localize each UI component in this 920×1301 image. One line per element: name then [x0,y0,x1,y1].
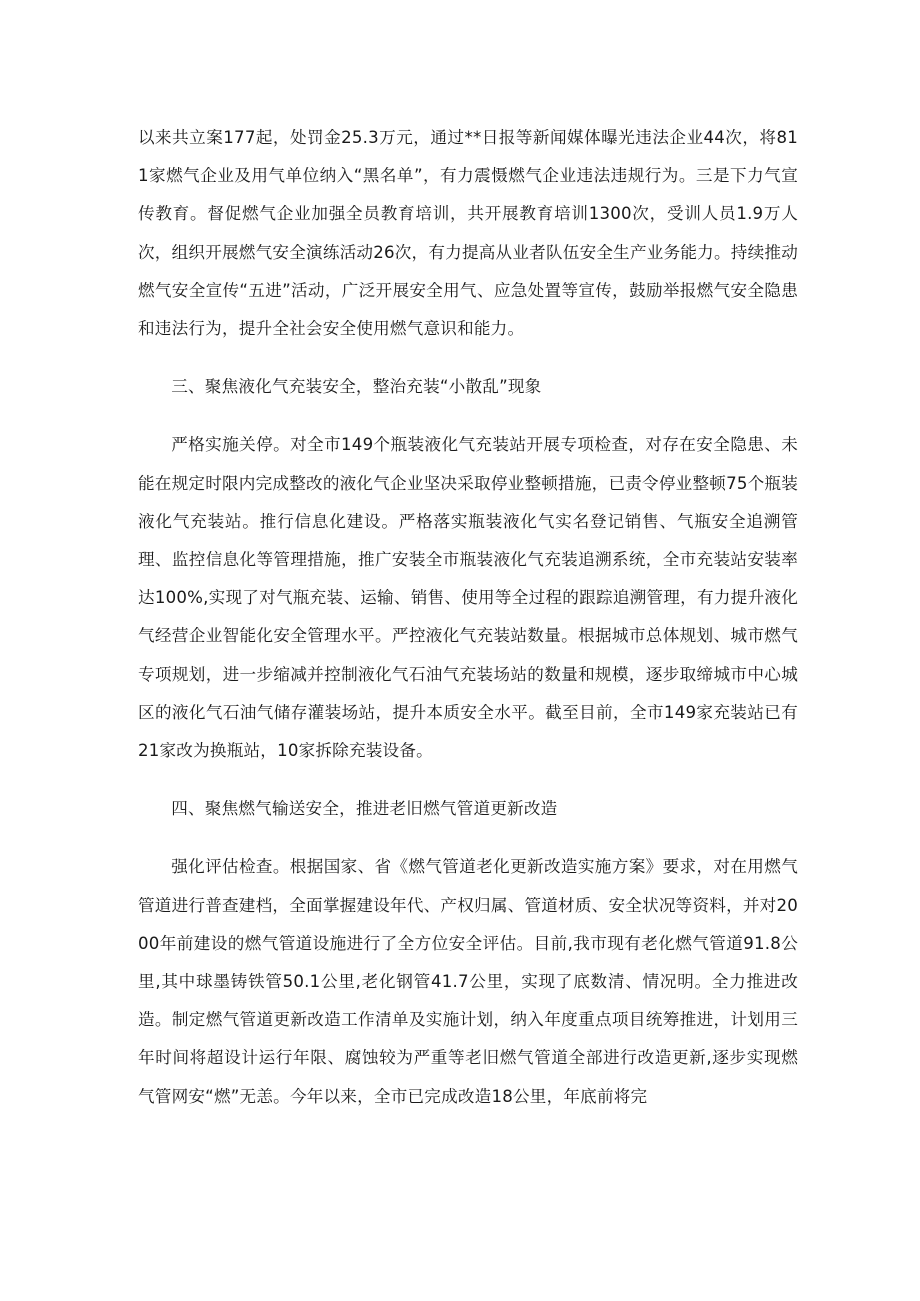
paragraph-gap [138,828,798,848]
paragraph-gap [138,770,798,790]
paragraph-pipeline-renovation: 强化评估检查。根据国家、省《燃气管道老化更新改造实施方案》要求，对在用燃气管道进行普查建档，全面掌握建设年代、产权归属、管道材质、安全状况等资料，并对2000年前建设的燃气管道设施进行了全方位安全评估。目前,我市现有老化燃气管道91.8公里,其中球墨铸铁管50.1公里,老化钢管41.7公里，实现了底数清、情况明。全力推进改造。制定燃气管道更新改造工作清单及实施计划，纳入年度重点项目统筹推进，计划用三年时间将超设计运行年限、腐蚀较为严重等老旧燃气管道全部进行改造更新,逐步实现燃气管网安“燃”无恙。今年以来，全市已完成改造18公里，年底前将完 [138,857,798,1106]
section-heading-lpg-filling: 三、聚焦液化气充装安全，整治充装“小散乱”现象 [171,377,542,397]
section-heading-gas-pipeline: 四、聚焦燃气输送安全，推进老旧燃气管道更新改造 [171,799,558,819]
paragraph-gap [138,406,798,426]
paragraph-gap [138,348,798,368]
paragraph-enforcement-publicity: 以来共立案177起，处罚金25.3万元，通过**日报等新闻媒体曝光违法企业44次，将811家燃气企业及用气单位纳入“黑名单”，有力震慑燃气企业违法违规行为。三是下力气宣传教育。督促燃气企业加强全员教育培训，共开展教育培训1300次，受训人员1.9万人次，组织开展燃气安全演练活动26次，有力提高从业者队伍安全生产业务能力。持续推动燃气安全宣传“五进”活动，广泛开展安全用气、应急处置等宣传，鼓励举报燃气安全隐患和违法行为，提升全社会安全使用燃气意识和能力。 [138,128,798,339]
document-body [138,119,798,1116]
paragraph-lpg-filling-stations: 严格实施关停。对全市149个瓶装液化气充装站开展专项检查，对存在安全隐患、未能在规定时限内完成整改的液化气企业坚决采取停业整顿措施，已责令停业整顿75个瓶装液化气充装站。推行信息化建设。严格落实瓶装液化气实名登记销售、气瓶安全追溯管理、监控信息化等管理措施，推广安装全市瓶装液化气充装追溯系统，全市充装站安装率达100%,实现了对气瓶充装、运输、销售、使用等全过程的跟踪追溯管理，有力提升液化气经营企业智能化安全管理水平。严控液化气充装站数量。根据城市总体规划、城市燃气专项规划，进一步缩减并控制液化气石油气充装场站的数量和规模，逐步取缔城市中心城区的液化气石油气储存灌装场站，提升本质安全水平。截至目前，全市149家充装站已有21家改为换瓶站，10家拆除充装设备。 [138,435,798,761]
